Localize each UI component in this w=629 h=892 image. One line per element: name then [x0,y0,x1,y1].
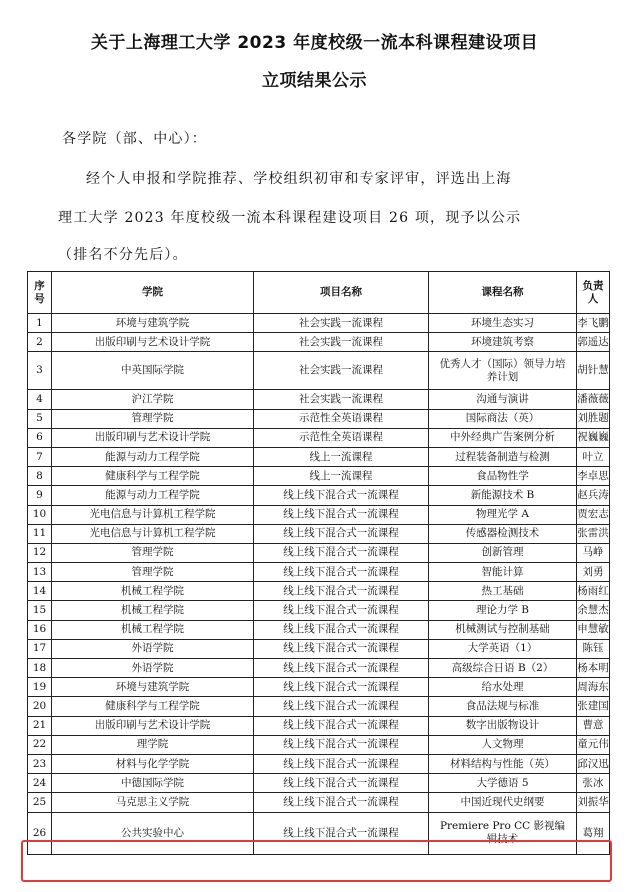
cell-college: 外语学院 [52,659,254,678]
body-line-2: 理工大学 2023 年度校级一流本科课程建设项目 26 项，现予以公示 [58,210,522,226]
cell-course: 物理光学 A [429,505,577,524]
cell-no: 21 [28,716,52,735]
cell-college: 出版印刷与艺术设计学院 [52,716,254,735]
cell-college: 出版印刷与艺术设计学院 [52,428,254,447]
cell-course: 给水处理 [429,678,577,697]
cell-owner: 刘勇 [577,563,610,582]
cell-college: 材料与化学学院 [52,754,254,773]
cell-college: 健康科学与工程学院 [52,697,254,716]
cell-project: 线上线下混合式一流课程 [254,793,429,812]
cell-project: 社会实践一流课程 [254,390,429,409]
cell-no: 19 [28,678,52,697]
table-row [28,639,610,658]
cell-no: 18 [28,659,52,678]
table-body [28,314,610,855]
cell-course: 大学英语（1） [429,639,577,658]
cell-course: 中国近现代史纲要 [429,793,577,812]
cell-owner: 杨本明 [577,659,610,678]
table-row [28,716,610,735]
cell-no: 22 [28,735,52,754]
cell-owner: 杨雨红 [577,582,610,601]
cell-course: 传感器检测技术 [429,524,577,543]
cell-no: 20 [28,697,52,716]
cell-no: 11 [28,524,52,543]
cell-project: 线上线下混合式一流课程 [254,601,429,620]
cell-college: 机械工程学院 [52,582,254,601]
table-row [28,659,610,678]
header-owner: 负责人 [577,272,610,314]
cell-owner: 张建国 [577,697,610,716]
cell-course: 高级综合日语 B（2） [429,659,577,678]
cell-college: 环境与建筑学院 [52,314,254,333]
table-row [28,735,610,754]
cell-college: 管理学院 [52,543,254,562]
cell-no: 15 [28,601,52,620]
cell-owner: 邱汉迅 [577,754,610,773]
cell-college: 出版印刷与艺术设计学院 [52,333,254,352]
table-row [28,543,610,562]
table-row [28,390,610,409]
cell-owner: 赵兵涛 [577,486,610,505]
table-row [28,601,610,620]
cell-owner: 胡针慧 [577,352,610,390]
cell-owner: 潘薇薇 [577,390,610,409]
cell-college: 理学院 [52,735,254,754]
cell-no: 1 [28,314,52,333]
cell-owner: 童元伟 [577,735,610,754]
cell-owner: 刘胜题 [577,409,610,428]
table-row [28,314,610,333]
table-row [28,563,610,582]
cell-college: 马克思主义学院 [52,793,254,812]
cell-owner: 陈钰 [577,639,610,658]
cell-course: 过程装备制造与检测 [429,447,577,466]
cell-project: 线上线下混合式一流课程 [254,620,429,639]
cell-project: 示范性全英语课程 [254,409,429,428]
cell-college: 管理学院 [52,409,254,428]
cell-college: 环境与建筑学院 [52,678,254,697]
cell-college: 外语学院 [52,639,254,658]
project-table [27,271,610,855]
table-row [28,793,610,812]
cell-no: 10 [28,505,52,524]
table-row [28,467,610,486]
cell-no: 9 [28,486,52,505]
table-row [28,524,610,543]
cell-no: 26 [28,812,52,854]
table-row [28,486,610,505]
table-row [28,409,610,428]
cell-no: 17 [28,639,52,658]
cell-no: 6 [28,428,52,447]
cell-course: Premiere Pro CC 影视编辑技术 [429,812,577,854]
cell-course: 智能计算 [429,563,577,582]
cell-project: 线上线下混合式一流课程 [254,582,429,601]
cell-course: 创新管理 [429,543,577,562]
cell-project: 线上线下混合式一流课程 [254,486,429,505]
cell-course: 数字出版物设计 [429,716,577,735]
cell-course: 国际商法（英） [429,409,577,428]
cell-college: 中英国际学院 [52,352,254,390]
cell-course: 食品法规与标准 [429,697,577,716]
cell-course: 中外经典广告案例分析 [429,428,577,447]
cell-project: 社会实践一流课程 [254,333,429,352]
cell-course: 理论力学 B [429,601,577,620]
cell-owner: 申慧敏 [577,620,610,639]
cell-no: 3 [28,352,52,390]
cell-college: 机械工程学院 [52,620,254,639]
table-row [28,582,610,601]
table-row [28,333,610,352]
cell-course: 大学德语 5 [429,774,577,793]
cell-owner: 张雷洪 [577,524,610,543]
table-row [28,447,610,466]
cell-owner: 刘振华 [577,793,610,812]
cell-project: 线上线下混合式一流课程 [254,812,429,854]
cell-project: 线上线下混合式一流课程 [254,697,429,716]
cell-project: 线上线下混合式一流课程 [254,543,429,562]
table-row [28,812,610,854]
cell-college: 机械工程学院 [52,601,254,620]
cell-course: 人文物理 [429,735,577,754]
cell-project: 线上线下混合式一流课程 [254,735,429,754]
cell-no: 13 [28,563,52,582]
cell-owner: 李卓思 [577,467,610,486]
document-title-line2: 立项结果公示 [262,71,367,91]
cell-no: 4 [28,390,52,409]
cell-course: 沟通与演讲 [429,390,577,409]
cell-owner: 郭遥达 [577,333,610,352]
cell-project: 线上线下混合式一流课程 [254,754,429,773]
table-row [28,352,610,390]
body-line-3: （排名不分先后）。 [58,247,188,263]
cell-project: 线上线下混合式一流课程 [254,524,429,543]
cell-no: 14 [28,582,52,601]
cell-college: 沪江学院 [52,390,254,409]
cell-owner: 祝巍巍 [577,428,610,447]
cell-owner: 贾宏志 [577,505,610,524]
cell-course: 优秀人才（国际）领导力培养计划 [429,352,577,390]
cell-no: 23 [28,754,52,773]
cell-owner: 余慧杰 [577,601,610,620]
cell-project: 线上线下混合式一流课程 [254,659,429,678]
cell-no: 7 [28,447,52,466]
table-row [28,428,610,447]
cell-college: 能源与动力工程学院 [52,486,254,505]
cell-course: 机械测试与控制基础 [429,620,577,639]
cell-no: 25 [28,793,52,812]
cell-project: 示范性全英语课程 [254,428,429,447]
cell-project: 线上线下混合式一流课程 [254,505,429,524]
cell-course: 新能源技术 B [429,486,577,505]
table-row [28,754,610,773]
table-row [28,774,610,793]
cell-owner: 马峥 [577,543,610,562]
cell-project: 线上线下混合式一流课程 [254,639,429,658]
cell-project: 线上线下混合式一流课程 [254,678,429,697]
cell-no: 12 [28,543,52,562]
cell-course: 食品物性学 [429,467,577,486]
cell-course: 材料结构与性能（英） [429,754,577,773]
cell-owner: 周海东 [577,678,610,697]
cell-college: 公共实验中心 [52,812,254,854]
table-header-row [28,272,610,314]
body-line-1: 经个人申报和学院推荐、学校组织初审和专家评审，评选出上海 [86,171,512,187]
cell-college: 健康科学与工程学院 [52,467,254,486]
cell-college: 管理学院 [52,563,254,582]
cell-course: 环境建筑考察 [429,333,577,352]
cell-course: 环境生态实习 [429,314,577,333]
cell-owner: 葛翔 [577,812,610,854]
table-row [28,620,610,639]
cell-college: 光电信息与计算机工程学院 [52,524,254,543]
cell-project: 线上一流课程 [254,467,429,486]
cell-course: 热工基础 [429,582,577,601]
cell-no: 16 [28,620,52,639]
cell-project: 线上线下混合式一流课程 [254,716,429,735]
cell-project: 社会实践一流课程 [254,352,429,390]
cell-no: 5 [28,409,52,428]
cell-owner: 曹意 [577,716,610,735]
cell-college: 能源与动力工程学院 [52,447,254,466]
cell-college: 光电信息与计算机工程学院 [52,505,254,524]
table-row [28,697,610,716]
header-college: 学院 [52,272,254,314]
cell-owner: 张冰 [577,774,610,793]
header-no: 序号 [28,272,52,314]
table-row [28,505,610,524]
cell-project: 线上一流课程 [254,447,429,466]
document-title-line1: 关于上海理工大学 2023 年度校级一流本科课程建设项目 [90,33,539,53]
cell-owner: 叶立 [577,447,610,466]
cell-project: 社会实践一流课程 [254,314,429,333]
cell-project: 线上线下混合式一流课程 [254,563,429,582]
cell-no: 8 [28,467,52,486]
table-row [28,678,610,697]
cell-no: 2 [28,333,52,352]
cell-project: 线上线下混合式一流课程 [254,774,429,793]
cell-college: 中德国际学院 [52,774,254,793]
header-project: 项目名称 [254,272,429,314]
header-course: 课程名称 [429,272,577,314]
salutation: 各学院（部、中心）： [62,131,207,147]
cell-owner: 李飞鹏 [577,314,610,333]
cell-no: 24 [28,774,52,793]
